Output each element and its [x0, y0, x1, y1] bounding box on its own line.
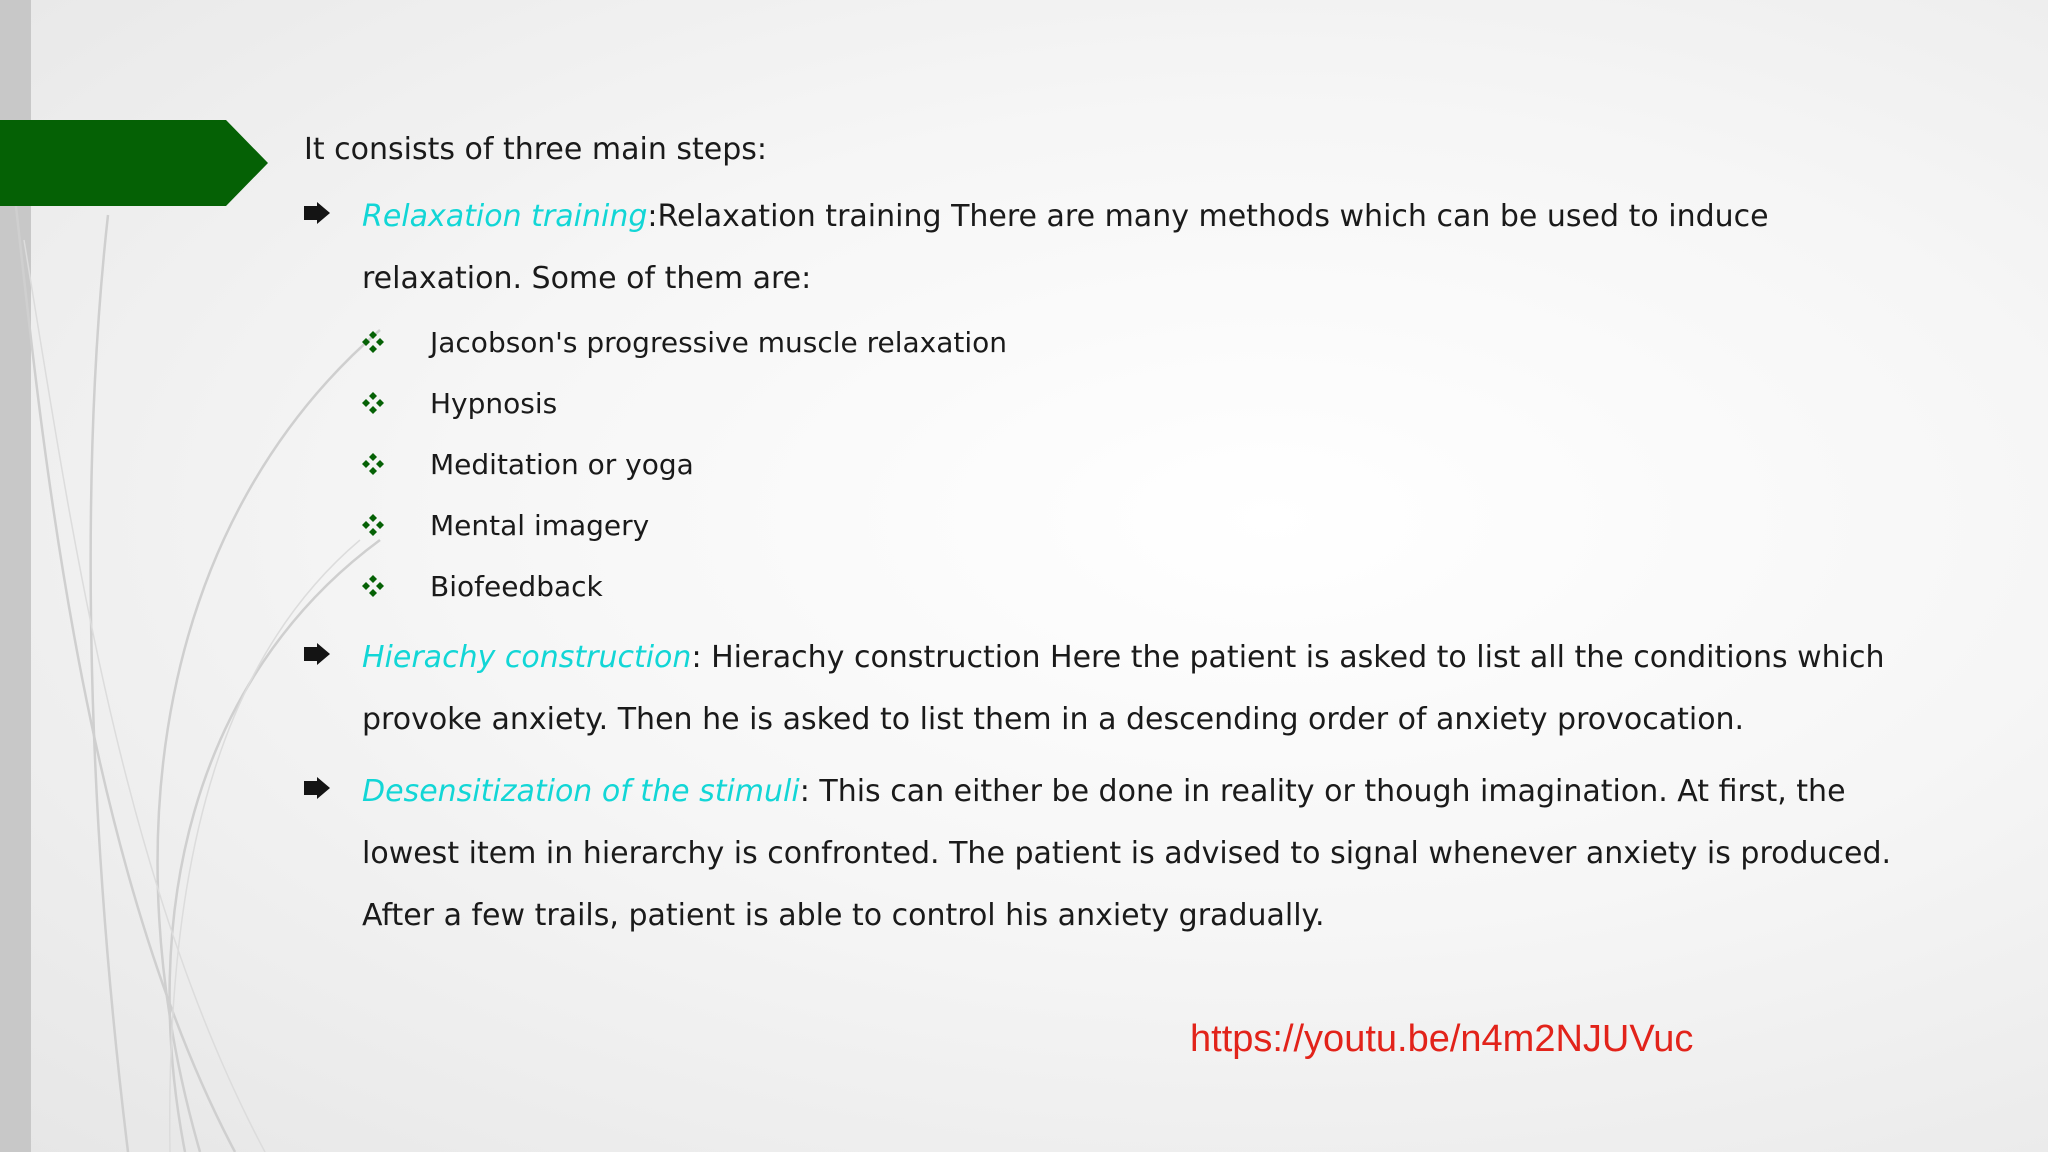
list-item-text: Hypnosis — [430, 387, 558, 420]
list-item — [362, 495, 1924, 556]
four-diamond-bullet-icon — [362, 331, 384, 353]
arrow-bullet-icon — [304, 643, 330, 665]
step-term: Desensitization of the stimuli — [362, 774, 800, 809]
youtube-link[interactable]: https://youtu.be/n4m2NJUVuc — [1190, 1018, 1694, 1060]
list-item-text: Mental imagery — [430, 509, 650, 542]
title-tag-arrow — [0, 120, 268, 206]
step-desensitization — [304, 761, 1924, 947]
list-item — [362, 556, 1924, 617]
slide-content — [304, 124, 1924, 957]
step-term: Relaxation training — [362, 199, 648, 234]
list-item-text: Biofeedback — [430, 570, 603, 603]
four-diamond-bullet-icon — [362, 514, 384, 536]
list-item — [362, 434, 1924, 495]
step-hierarchy-construction — [304, 627, 1924, 751]
list-item — [362, 373, 1924, 434]
four-diamond-bullet-icon — [362, 453, 384, 475]
step-text: :Relaxation training There are many methods which can be used to induce relaxation. Some of them are: — [362, 199, 1769, 296]
intro-text: It consists of three main steps: — [304, 132, 768, 167]
step-relaxation-training — [304, 186, 1924, 617]
arrow-bullet-icon — [304, 777, 330, 799]
four-diamond-bullet-icon — [362, 575, 384, 597]
step-text: : This can either be done in reality or though imagination. At first, the lowest item in hierarchy is confronted. The patient is advised to signal whenever anxiety is produced. After a few trails, patient is able to control his anxiety gradually. — [362, 774, 1892, 933]
arrow-bullet-icon — [304, 202, 330, 224]
step-text: : Hierachy construction Here the patient is asked to list all the conditions which provoke anxiety. Then he is asked to list them in a descending order of anxiety provocation. — [362, 640, 1885, 737]
list-item-text: Meditation or yoga — [430, 448, 694, 481]
list-item — [362, 312, 1924, 373]
four-diamond-bullet-icon — [362, 392, 384, 414]
step-term: Hierachy construction — [362, 640, 692, 675]
relaxation-methods-list — [362, 312, 1924, 617]
list-item-text: Jacobson's progressive muscle relaxation — [430, 326, 1008, 359]
